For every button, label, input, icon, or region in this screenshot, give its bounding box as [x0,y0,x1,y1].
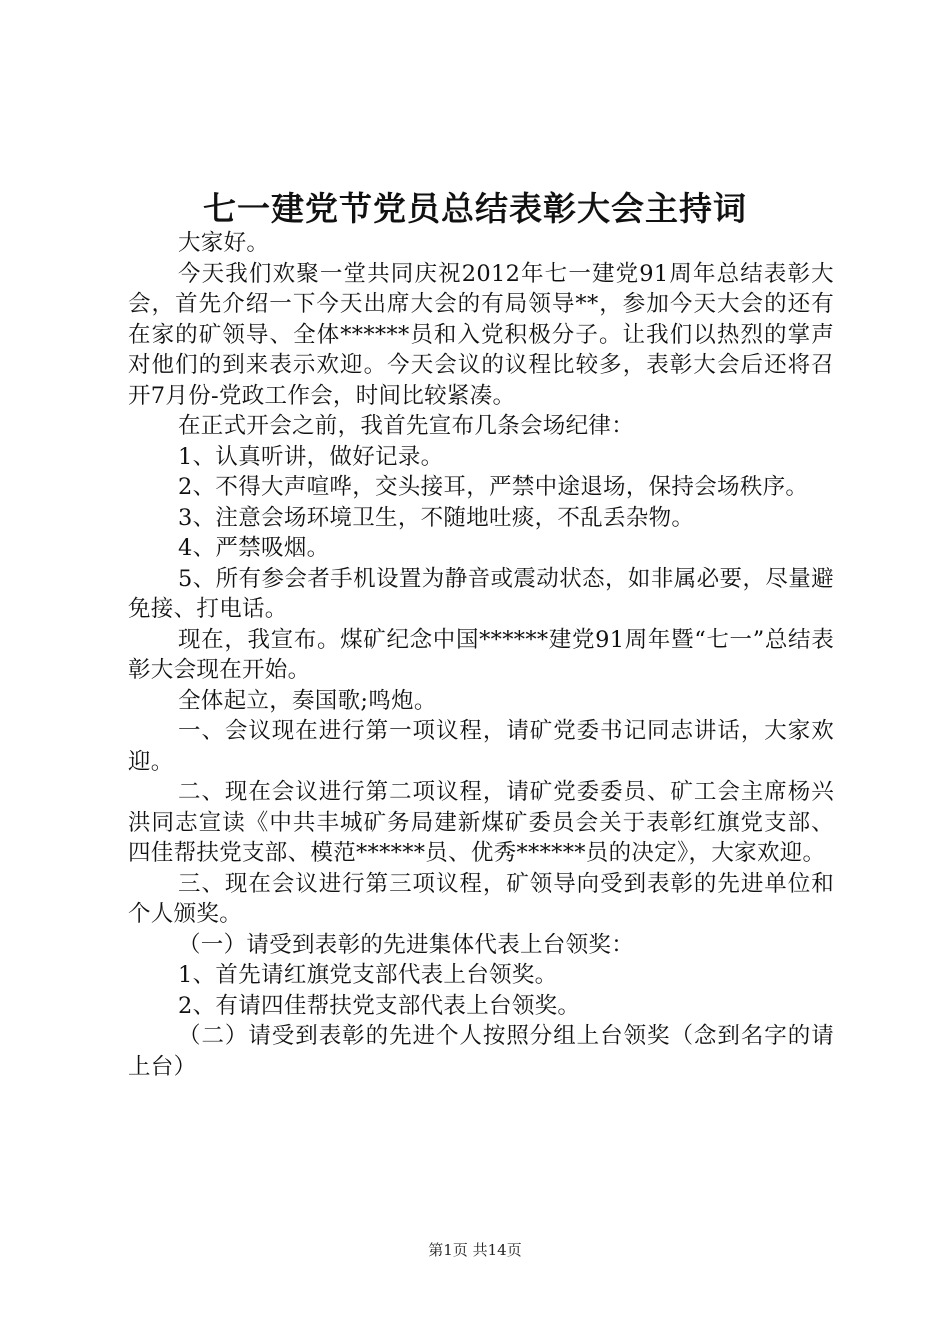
paragraph-agenda-3: 三、现在会议进行第三项议程，矿领导向受到表彰的先进单位和个人颁奖。 [128,870,834,927]
paragraph-rule-3: 3、注意会场环境卫生，不随地吐痰，不乱丢杂物。 [178,504,695,531]
paragraph-greeting: 大家好。 [178,230,270,256]
paragraph-group-awards: （一）请受到表彰的先进集体代表上台领奖： [178,931,635,958]
paragraph-group-award-2: 2、有请四佳帮扶党支部代表上台领奖。 [178,992,581,1019]
paragraph-individual-awards: （二）请受到表彰的先进个人按照分组上台领奖（念到名字的请上台） [128,1023,834,1080]
paragraph-anthem: 全体起立，奏国歌;鸣炮。 [178,687,437,714]
document-title: 七一建党节党员总结表彰大会主持词 [203,189,747,228]
paragraph-agenda-2: 二、现在会议进行第二项议程，请矿党委委员、矿工会主席杨兴洪同志宣读《中共丰城矿务局建新煤矿委员会关于表彰红旗党支部、四佳帮扶党支部、模范******员、优秀******员的决定》，大家欢迎。 [128,779,834,866]
paragraph-group-award-1: 1、首先请红旗党支部代表上台领奖。 [178,962,558,988]
paragraph-rule-4: 4、严禁吸烟。 [178,535,330,561]
paragraph-rules-intro: 在正式开会之前，我首先宣布几条会场纪律： [178,413,635,439]
paragraph-rule-1: 1、认真听讲，做好记录。 [178,443,444,470]
paragraph-agenda-1: 一、会议现在进行第一项议程，请矿党委书记同志讲话，大家欢迎。 [128,718,834,775]
document-body [128,228,834,1082]
paragraph-rule-2: 2、不得大声喧哗，交头接耳，严禁中途退场，保持会场秩序。 [178,474,809,500]
paragraph-rule-5: 5、所有参会者手机设置为静音或震动状态，如非属必要，尽量避免接、打电话。 [128,565,834,622]
paragraph-opening: 现在，我宣布。煤矿纪念中国******建党91周年暨“七一”总结表彰大会现在开始。 [128,626,834,683]
page-number-footer: 第1页 共14页 [428,1241,522,1259]
paragraph-intro: 今天我们欢聚一堂共同庆祝2012年七一建党91周年总结表彰大会，首先介绍一下今天出席大会的有局领导**，参加今天大会的还有在家的矿领导、全体******员和入党积极分子。让我们以热烈的掌声对他们的到来表示欢迎。今天会议的议程比较多，表彰大会后还将召开7月份-党政工作会，时间比较紧凑。 [128,260,834,409]
